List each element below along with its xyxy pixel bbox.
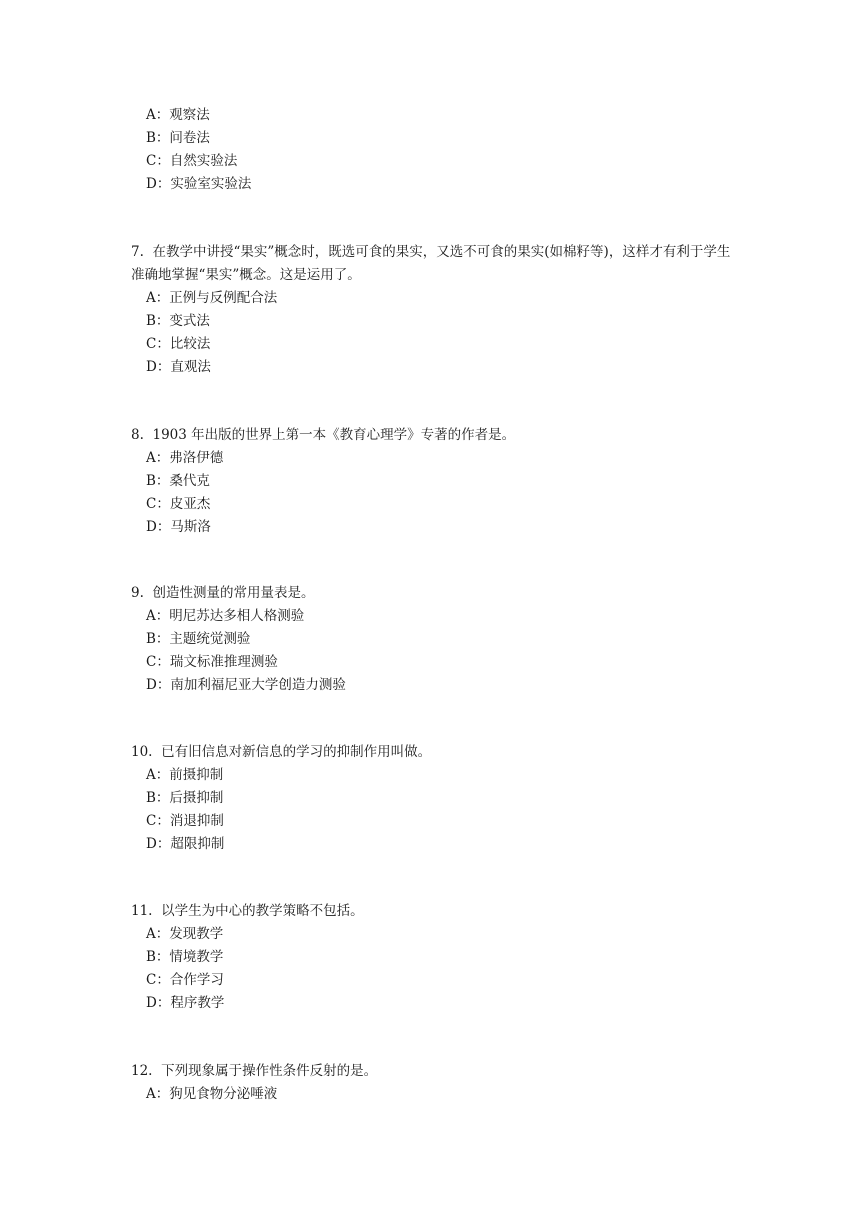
option-a: A：明尼苏达多相人格测验 [146, 608, 305, 624]
option-d: D：实验室实验法 [146, 176, 252, 192]
option-d: D：程序教学 [146, 995, 225, 1011]
question-12 [131, 1060, 751, 1106]
option-c: C：合作学习 [146, 972, 224, 988]
option-a: A：正例与反例配合法 [146, 290, 278, 306]
question-stem [131, 1060, 751, 1083]
question-number: 11. [131, 903, 153, 919]
question-8 [131, 424, 751, 539]
question-text: 创造性测量的常用量表是。 [152, 585, 315, 601]
question-7 [131, 241, 751, 379]
option-c: C：皮亚杰 [146, 496, 211, 512]
option-c: C：比较法 [146, 336, 211, 352]
question-number: 8. [131, 427, 144, 443]
question-10 [131, 741, 751, 856]
option-d: D：直观法 [146, 359, 211, 375]
option-b: B：变式法 [146, 313, 210, 329]
question-text: 下列现象属于操作性条件反射的是。 [161, 1063, 378, 1079]
option-a: A：狗见食物分泌唾液 [146, 1086, 278, 1102]
question-text: 以学生为中心的教学策略不包括。 [161, 903, 364, 919]
option-a: A：观察法 [146, 107, 210, 123]
question-text: 已有旧信息对新信息的学习的抑制作用叫做。 [161, 744, 432, 760]
question-stem [131, 900, 751, 923]
option-c: C：自然实验法 [146, 153, 238, 169]
question-number: 10. [131, 744, 153, 760]
option-b: B：主题统觉测验 [146, 631, 251, 647]
question-stem [131, 582, 751, 605]
option-b: B：后摄抑制 [146, 790, 224, 806]
option-c: C：消退抑制 [146, 813, 224, 829]
option-c: C：瑞文标准推理测验 [146, 654, 278, 670]
option-d: D：南加利福尼亚大学创造力测验 [146, 677, 346, 693]
question-number: 9. [131, 585, 144, 601]
question-11 [131, 900, 751, 1015]
option-d: D：马斯洛 [146, 519, 211, 535]
question-text: 1903 年出版的世界上第一本《教育心理学》专著的作者是。 [152, 427, 516, 443]
question-text: 在教学中讲授“果实”概念时，既选可食的果实，又选不可食的果实(如棉籽等)，这样才有利于学生准确地掌握“果实”概念。这是运用了。 [131, 244, 731, 283]
option-a: A：弗洛伊德 [146, 450, 224, 466]
question-6-continued [131, 104, 751, 196]
question-number: 7. [131, 244, 144, 260]
option-b: B：情境教学 [146, 949, 224, 965]
question-stem [131, 424, 751, 447]
option-a: A：发现教学 [146, 926, 224, 942]
question-number: 12. [131, 1063, 153, 1079]
option-b: B：桑代克 [146, 473, 210, 489]
option-d: D：超限抑制 [146, 836, 225, 852]
option-a: A：前摄抑制 [146, 767, 224, 783]
question-9 [131, 582, 751, 697]
question-stem [131, 741, 751, 764]
question-stem [131, 241, 743, 287]
option-b: B：问卷法 [146, 130, 210, 146]
